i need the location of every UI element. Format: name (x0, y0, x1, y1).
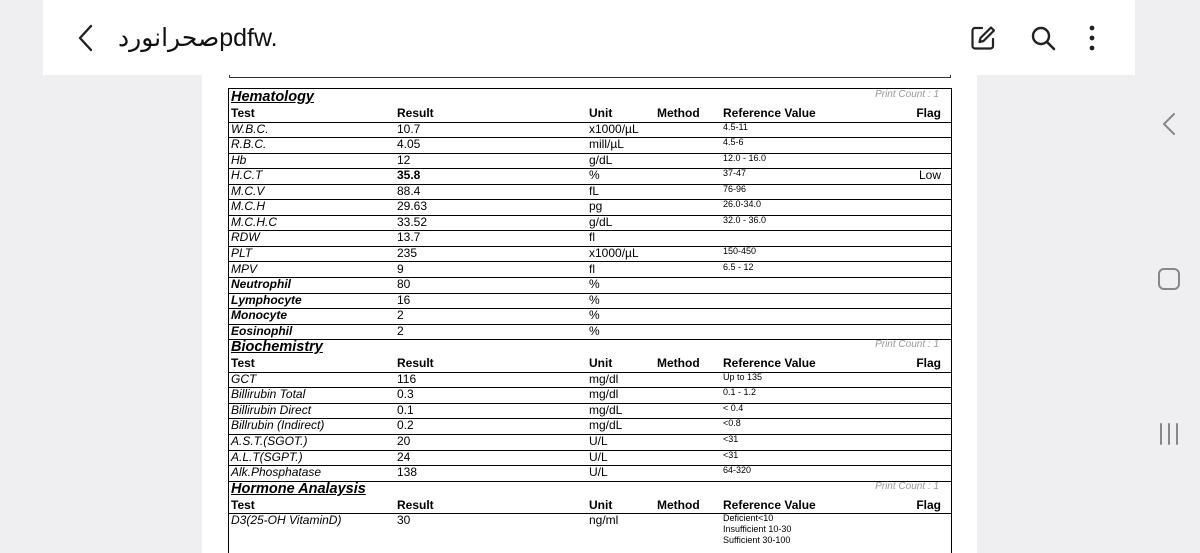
unit-value: mg/dl (589, 371, 619, 386)
test-name: H.C.T (231, 168, 263, 183)
test-name: Lymphocyte (231, 292, 302, 307)
unit-value: fl (589, 230, 595, 245)
table-row (229, 153, 951, 170)
test-name: RDW (231, 230, 260, 245)
test-name: Billirubin Total (231, 387, 306, 402)
header-reference: Reference Value (723, 497, 816, 512)
table-row (229, 372, 951, 389)
unit-value: U/L (589, 465, 608, 480)
unit-value: mg/dl (589, 387, 619, 402)
header-unit: Unit (589, 106, 613, 120)
table-row (229, 387, 951, 404)
result-value: 0.1 (397, 402, 414, 417)
test-name: A.S.T.(SGOT.) (231, 434, 308, 448)
unit-value: U/L (589, 434, 608, 448)
unit-value: % (589, 168, 600, 183)
test-name: W.B.C. (231, 121, 269, 136)
flag-value: Low (918, 168, 941, 183)
unit-value: pg (589, 199, 603, 214)
table-header-row (229, 498, 951, 515)
search-icon (1029, 24, 1057, 52)
test-name: M.C.V (231, 183, 265, 198)
result-value: 2 (397, 308, 404, 323)
header-unit: Unit (589, 356, 613, 371)
test-name: R.B.C. (231, 137, 267, 152)
unit-value: fl (589, 261, 595, 276)
unit-value: g/dL (589, 152, 613, 167)
result-value: 116 (397, 371, 417, 386)
table-row (229, 513, 951, 549)
test-name: Monocyte (231, 308, 288, 323)
result-value: 0.3 (397, 387, 414, 402)
header-result: Result (397, 106, 434, 120)
test-name: GCT (231, 371, 257, 386)
table-row (229, 184, 951, 201)
header-test: Test (231, 106, 255, 120)
reference-value: <0.8 (723, 418, 741, 429)
table-row (229, 450, 951, 467)
test-name: Eosinophil (231, 323, 293, 338)
header-flag: Flag (916, 356, 941, 371)
document-title: صحرانوردpdfw. (118, 24, 278, 52)
unit-value: fL (589, 183, 600, 198)
header-unit: Unit (589, 497, 613, 512)
nav-home-icon (1157, 267, 1181, 291)
table-row (229, 137, 951, 154)
unit-value: g/dL (589, 214, 613, 229)
nav-recents-icon (1157, 422, 1181, 446)
section-title: Biochemistry (231, 339, 323, 356)
result-value: 20 (397, 434, 411, 448)
table-row (229, 246, 951, 263)
reference-value: <31 (723, 449, 739, 460)
unit-value: ng/ml (589, 513, 619, 528)
header-flag: Flag (916, 106, 941, 120)
search-button[interactable] (1025, 20, 1061, 56)
table-row (229, 277, 951, 294)
result-value: 4.05 (397, 137, 421, 152)
result-value: 10.7 (397, 121, 421, 136)
reference-value: 4.5-11 (723, 121, 748, 132)
more-vertical-icon (1087, 24, 1097, 52)
result-value: 235 (397, 245, 418, 260)
lab-report-table (228, 88, 952, 553)
reference-value: Up to 135 (723, 371, 763, 382)
unit-value: mg/dL (589, 402, 623, 417)
result-value: 138 (397, 465, 418, 480)
result-value: 35.8 (397, 168, 421, 183)
table-row (229, 403, 951, 420)
header-result: Result (397, 497, 434, 512)
test-name: D3(25-OH VitaminD) (231, 513, 342, 528)
result-value: 80 (397, 277, 411, 292)
table-row (229, 308, 951, 325)
reference-value: 4.5-6 (723, 137, 744, 148)
header-reference: Reference Value (723, 356, 816, 371)
header-method: Method (657, 497, 700, 512)
print-count: Print Count : 1 (875, 89, 939, 100)
result-value: 9 (397, 261, 404, 276)
reference-line: Deficient<10 (723, 513, 774, 524)
test-name: A.L.T(SGPT.) (231, 449, 303, 464)
reference-value: 37-47 (723, 168, 747, 179)
header-flag: Flag (916, 497, 941, 512)
nav-back-icon (1161, 112, 1177, 136)
more-options-button[interactable] (1074, 20, 1110, 56)
table-row (229, 324, 951, 341)
reference-value: < 0.4 (723, 402, 744, 413)
unit-value: % (589, 277, 600, 292)
result-value: 33.52 (397, 214, 428, 229)
print-count: Print Count : 1 (875, 339, 939, 351)
reference-line: Sufficient 30-100 (723, 535, 791, 546)
previous-section-border (229, 75, 951, 78)
table-header-row (229, 356, 951, 373)
result-value: 0.2 (397, 418, 414, 433)
result-value: 16 (397, 292, 411, 307)
header-method: Method (657, 106, 700, 120)
table-row (229, 262, 951, 279)
result-value: 24 (397, 449, 411, 464)
result-value: 12 (397, 152, 411, 167)
section-title: Hormone Analaysis (231, 480, 366, 497)
nav-back-button[interactable] (1152, 107, 1186, 141)
test-name: Billirubin Direct (231, 402, 312, 417)
test-name: Hb (231, 152, 247, 167)
header-test: Test (231, 356, 255, 371)
app-bar (43, 0, 1135, 75)
reference-value: 0.1 - 1.2 (723, 387, 757, 398)
table-row (229, 434, 951, 451)
edit-button[interactable] (965, 20, 1001, 56)
edit-pen-icon (969, 24, 997, 52)
result-value: 29.63 (397, 199, 428, 214)
unit-value: x1000/µL (589, 245, 639, 260)
section-title: Hematology (231, 89, 314, 105)
reference-line: Insufficient 10-30 (723, 524, 792, 535)
section-title-row (229, 481, 951, 498)
section-title-row (229, 339, 951, 356)
test-name: Alk.Phosphatase (231, 465, 322, 480)
reference-value: 32.0 - 36.0 (723, 214, 767, 225)
unit-value: % (589, 323, 600, 338)
unit-value: mg/dL (589, 418, 623, 433)
unit-value: mill/µL (589, 137, 624, 152)
result-value: 13.7 (397, 230, 421, 245)
header-test: Test (231, 497, 255, 512)
section-title-row (229, 89, 951, 106)
test-name: Neutrophil (231, 277, 291, 292)
unit-value: x1000/µL (589, 121, 639, 136)
chevron-left-icon (76, 23, 96, 53)
reference-value: 150-450 (723, 245, 757, 256)
result-value: 2 (397, 323, 404, 338)
reference-value: <31 (723, 434, 739, 444)
nav-home-button[interactable] (1152, 262, 1186, 296)
back-button[interactable] (71, 22, 101, 54)
reference-value: 76-96 (723, 183, 747, 194)
test-name: PLT (231, 245, 253, 260)
test-name: M.C.H.C (231, 214, 277, 229)
header-reference: Reference Value (723, 106, 816, 120)
print-count: Print Count : 1 (875, 480, 939, 492)
unit-value: % (589, 292, 600, 307)
reference-value: 64-320 (723, 465, 752, 476)
test-name: Billrubin (Indirect) (231, 418, 325, 433)
table-row (229, 230, 951, 247)
result-value: 88.4 (397, 183, 421, 198)
pdf-page[interactable] (202, 75, 977, 553)
table-row (229, 168, 951, 185)
header-result: Result (397, 356, 434, 371)
result-value: 30 (397, 513, 411, 528)
test-name: M.C.H (231, 199, 265, 214)
reference-value: 6.5 - 12 (723, 261, 754, 272)
table-row (229, 122, 951, 139)
table-row (229, 465, 951, 482)
table-row (229, 293, 951, 310)
table-row (229, 199, 951, 216)
unit-value: U/L (589, 449, 608, 464)
reference-value: 26.0-34.0 (723, 199, 762, 210)
table-row (229, 215, 951, 232)
reference-value (723, 513, 791, 546)
table-row (229, 418, 951, 435)
table-header-row (229, 106, 951, 123)
nav-recents-button[interactable] (1152, 417, 1186, 451)
header-method: Method (657, 356, 700, 371)
test-name: MPV (231, 261, 258, 276)
unit-value: % (589, 308, 600, 323)
reference-value: 12.0 - 16.0 (723, 152, 767, 163)
